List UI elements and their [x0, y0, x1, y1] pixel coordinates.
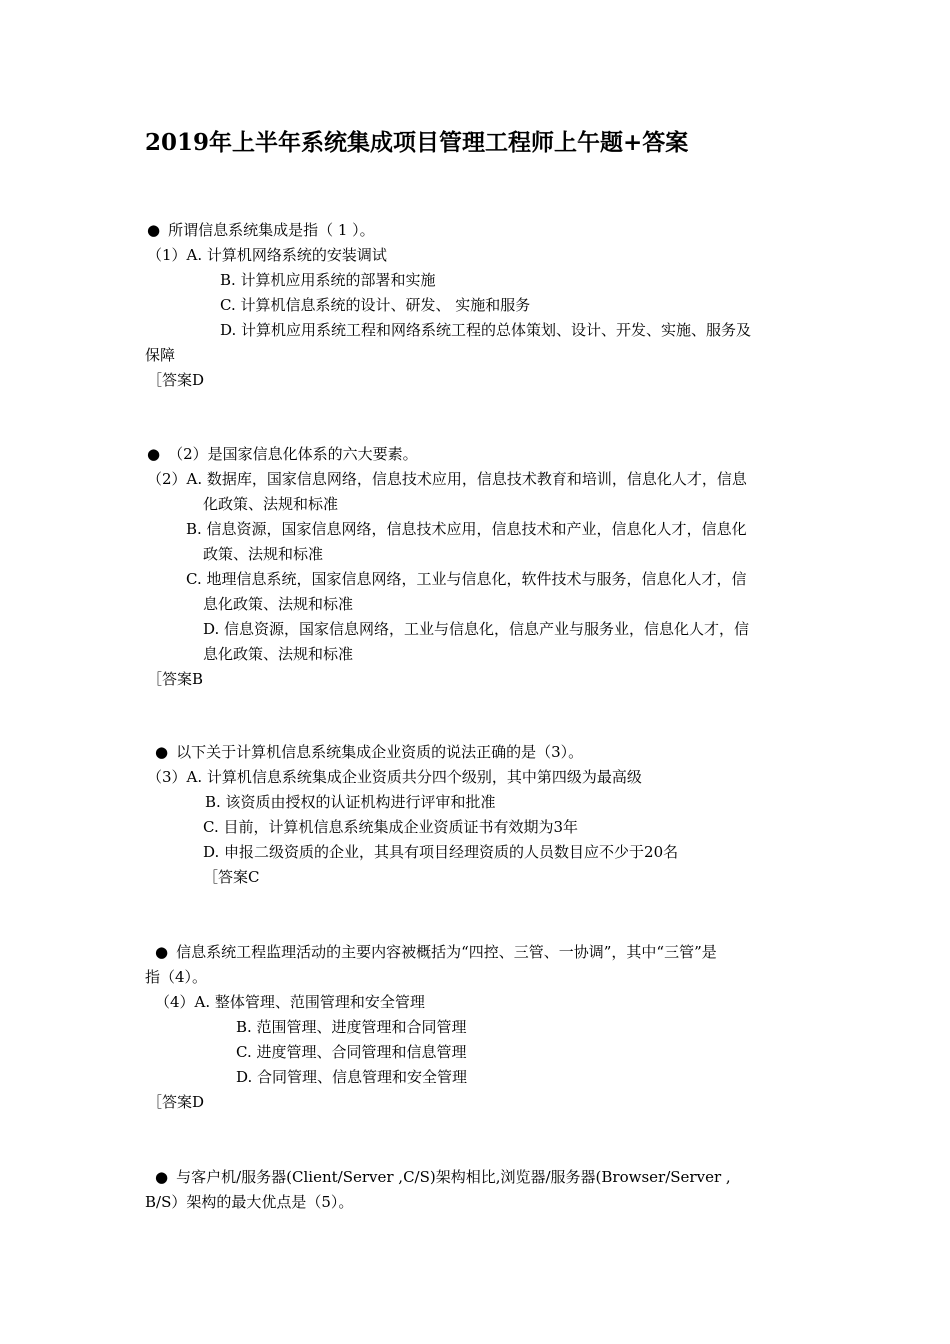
- question-4-option-b: B. 范围管理、进度管理和合同管理: [236, 1018, 467, 1036]
- question-2-option-d-cont: 息化政策、法规和标准: [203, 645, 354, 663]
- question-1-stem: ● 所谓信息系统集成是指（ 1 ）。: [147, 218, 375, 242]
- question-2-option-a-cont: 化政策、法规和标准: [203, 495, 339, 513]
- document-title: 2019年上半年系统集成项目管理工程师上午题+答案: [145, 129, 689, 156]
- question-1-answer: ［答案D: [147, 371, 205, 389]
- question-3-stem: ● 以下关于计算机信息系统集成企业资质的说法正确的是（3）。: [155, 740, 583, 764]
- question-1-option-c: C. 计算机信息系统的设计、研发、 实施和服务: [220, 296, 531, 314]
- question-2-option-d: D. 信息资源，国家信息网络，工业与信息化，信息产业与服务业，信息化人才，信: [203, 620, 750, 638]
- question-1-option-a: （1）A. 计算机网络系统的安装调试: [147, 246, 387, 264]
- question-2-option-c-cont: 息化政策、法规和标准: [203, 595, 354, 613]
- question-4-stem-cont: 指（4）。: [145, 968, 208, 986]
- question-5-stem: ● 与客户机/服务器(Client/Server ,C/S)架构相比,浏览器/服务器(Browser/Server ,: [155, 1165, 731, 1189]
- question-3-option-b: B. 该资质由授权的认证机构进行评审和批准: [205, 793, 496, 811]
- question-2-option-c: C. 地理信息系统，国家信息网络，工业与信息化，软件技术与服务，信息化人才，信: [186, 570, 747, 588]
- question-2-option-b-cont: 政策、法规和标准: [203, 545, 324, 563]
- question-4-option-c: C. 进度管理、合同管理和信息管理: [236, 1043, 467, 1061]
- question-3-option-a: （3）A. 计算机信息系统集成企业资质共分四个级别，其中第四级为最高级: [147, 768, 642, 786]
- question-2-option-a: （2）A. 数据库，国家信息网络，信息技术应用，信息技术教育和培训，信息化人才，信息: [147, 470, 747, 488]
- question-3-option-d: D. 申报二级资质的企业，其具有项目经理资质的人员数目应不少于20名: [203, 843, 679, 861]
- question-4-answer: ［答案D: [147, 1093, 205, 1111]
- question-4-option-a: （4）A. 整体管理、范围管理和安全管理: [155, 993, 425, 1011]
- question-2-stem: ● （2）是国家信息化体系的六大要素。: [147, 442, 418, 466]
- question-2-option-b: B. 信息资源，国家信息网络，信息技术应用，信息技术和产业，信息化人才，信息化: [186, 520, 747, 538]
- question-2-answer: ［答案B: [147, 670, 204, 688]
- question-5-stem-cont: B/S）架构的最大优点是（5）。: [145, 1193, 354, 1211]
- question-4-stem: ● 信息系统工程监理活动的主要内容被概括为“四控、三管、一协调”，其中“三管”是: [155, 940, 717, 964]
- question-3-answer: ［答案C: [203, 868, 260, 886]
- question-1-option-d-cont: 保障: [145, 346, 176, 364]
- question-1-option-d: D. 计算机应用系统工程和网络系统工程的总体策划、设计、开发、实施、服务及: [220, 321, 752, 339]
- question-4-option-d: D. 合同管理、信息管理和安全管理: [236, 1068, 468, 1086]
- question-3-option-c: C. 目前，计算机信息系统集成企业资质证书有效期为3年: [203, 818, 579, 836]
- question-1-option-b: B. 计算机应用系统的部署和实施: [220, 271, 436, 289]
